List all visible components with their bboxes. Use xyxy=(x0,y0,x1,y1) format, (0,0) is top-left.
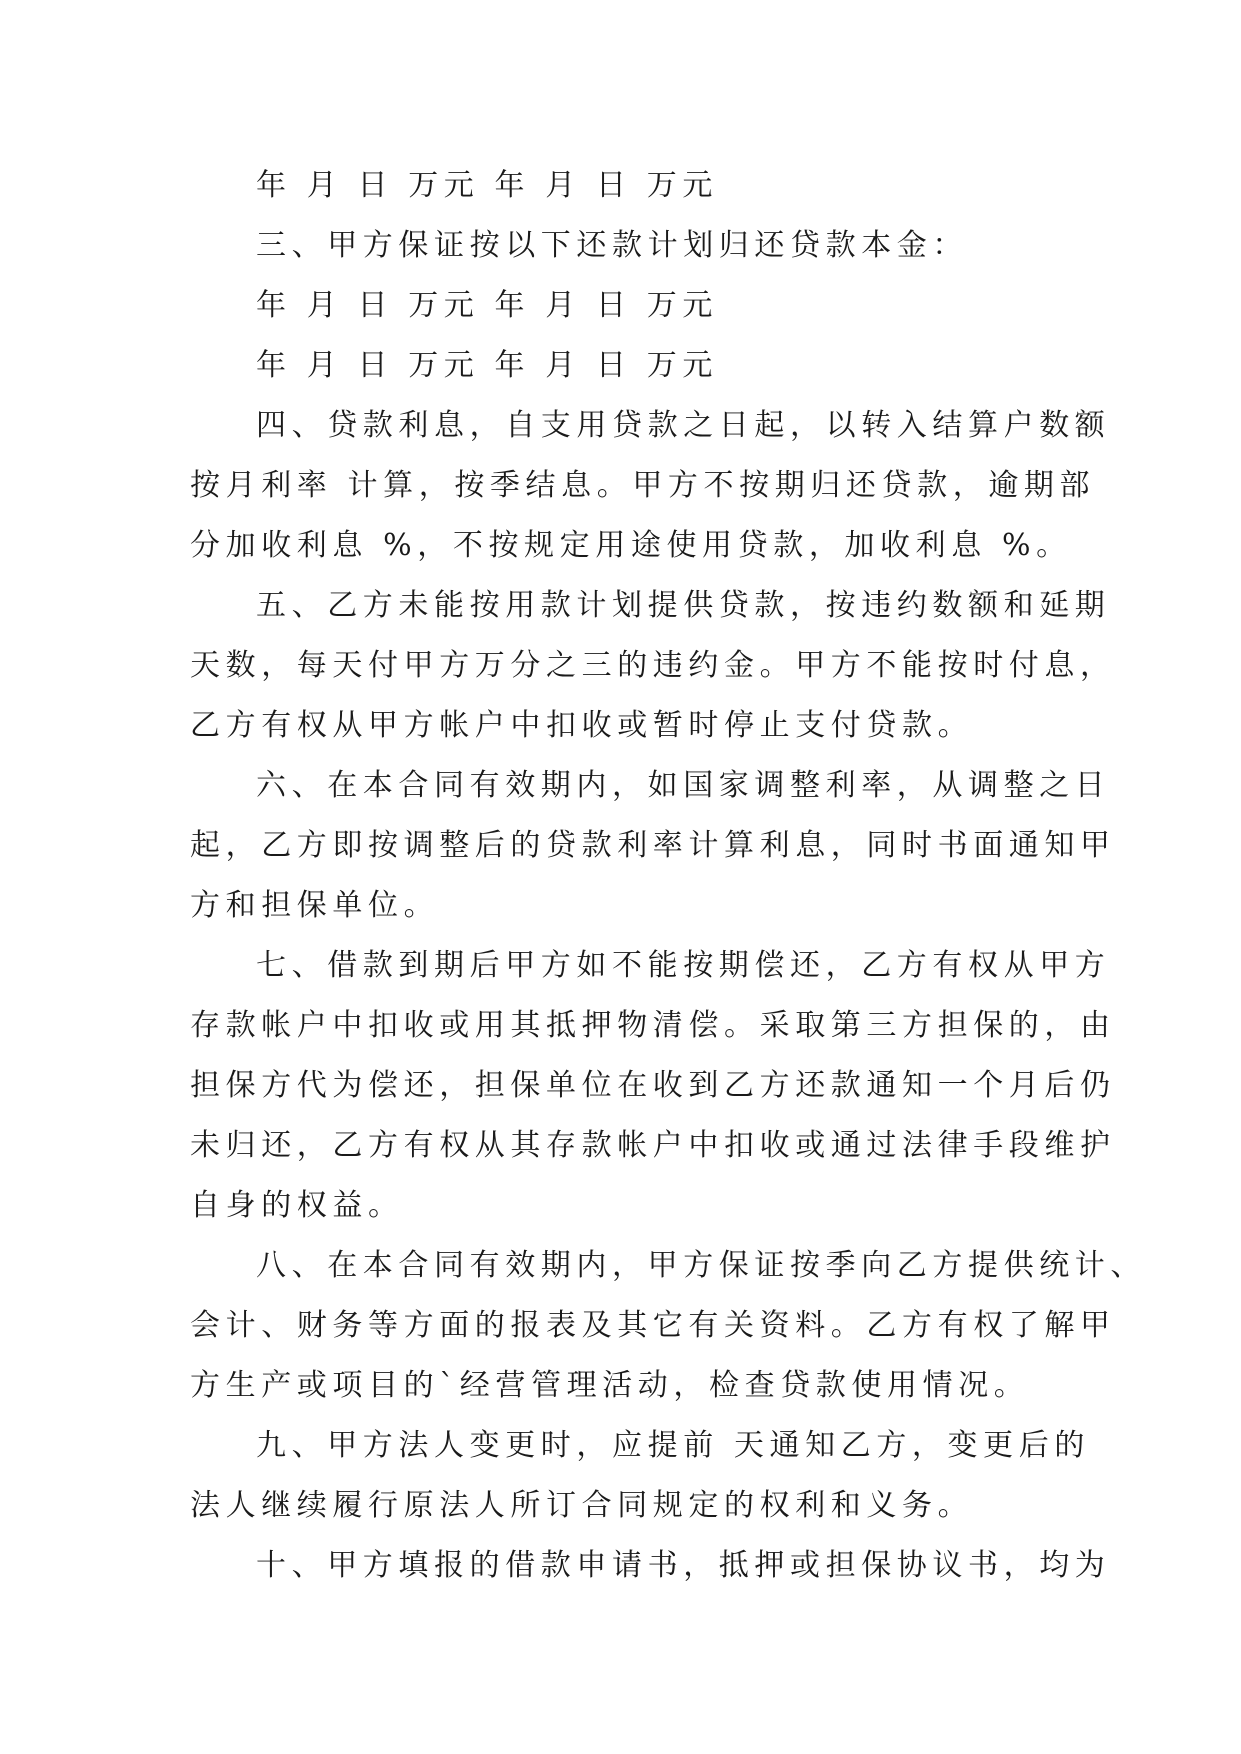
text-line: 十、甲方填报的借款申请书，抵押或担保协议书，均为 xyxy=(256,1548,1111,1583)
text-line: 年 月 日 万元 年 月 日 万元 xyxy=(256,288,718,323)
text-line: 方生产或项目的`经营管理活动，检查贷款使用情况。 xyxy=(190,1368,1030,1403)
text-line: 四、贷款利息，自支用贷款之日起，以转入结算户数额 xyxy=(256,408,1111,443)
text-line: 法人继续履行原法人所订合同规定的权利和义务。 xyxy=(190,1488,974,1523)
text-line: 七、借款到期后甲方如不能按期偿还，乙方有权从甲方 xyxy=(256,948,1111,983)
text-line: 乙方有权从甲方帐户中扣收或暂时停止支付贷款。 xyxy=(190,708,974,743)
text-line: 九、甲方法人变更时，应提前 天通知乙方，变更后的 xyxy=(256,1428,1090,1463)
text-line: 未归还，乙方有权从其存款帐户中扣收或通过法律手段维护 xyxy=(190,1128,1116,1163)
text-line: 自身的权益。 xyxy=(190,1188,404,1223)
text-line: 六、在本合同有效期内，如国家调整利率，从调整之日 xyxy=(256,768,1111,803)
text-line: 起，乙方即按调整后的贷款利率计算利息，同时书面通知甲 xyxy=(190,828,1116,863)
text-line: 担保方代为偿还，担保单位在收到乙方还款通知一个月后仍 xyxy=(190,1068,1116,1103)
text-line: 年 月 日 万元 年 月 日 万元 xyxy=(256,168,718,203)
text-line: 按月利率 计算，按季结息。甲方不按期归还贷款，逾期部 xyxy=(190,468,1096,503)
document-body xyxy=(190,156,1146,1596)
text-line: 分加收利息 %，不按规定用途使用贷款，加收利息 %。 xyxy=(190,528,1072,563)
text-line: 天数，每天付甲方万分之三的违约金。甲方不能按时付息， xyxy=(190,648,1116,683)
text-line: 会计、财务等方面的报表及其它有关资料。乙方有权了解甲 xyxy=(190,1308,1116,1343)
text-line: 年 月 日 万元 年 月 日 万元 xyxy=(256,348,718,383)
text-line: 方和担保单位。 xyxy=(190,888,440,923)
text-line: 五、乙方未能按用款计划提供贷款，按违约数额和延期 xyxy=(256,588,1111,623)
text-line: 三、甲方保证按以下还款计划归还贷款本金： xyxy=(256,228,968,263)
text-line: 八、在本合同有效期内，甲方保证按季向乙方提供统计、 xyxy=(256,1248,1146,1283)
text-line: 存款帐户中扣收或用其抵押物清偿。采取第三方担保的，由 xyxy=(190,1008,1116,1043)
